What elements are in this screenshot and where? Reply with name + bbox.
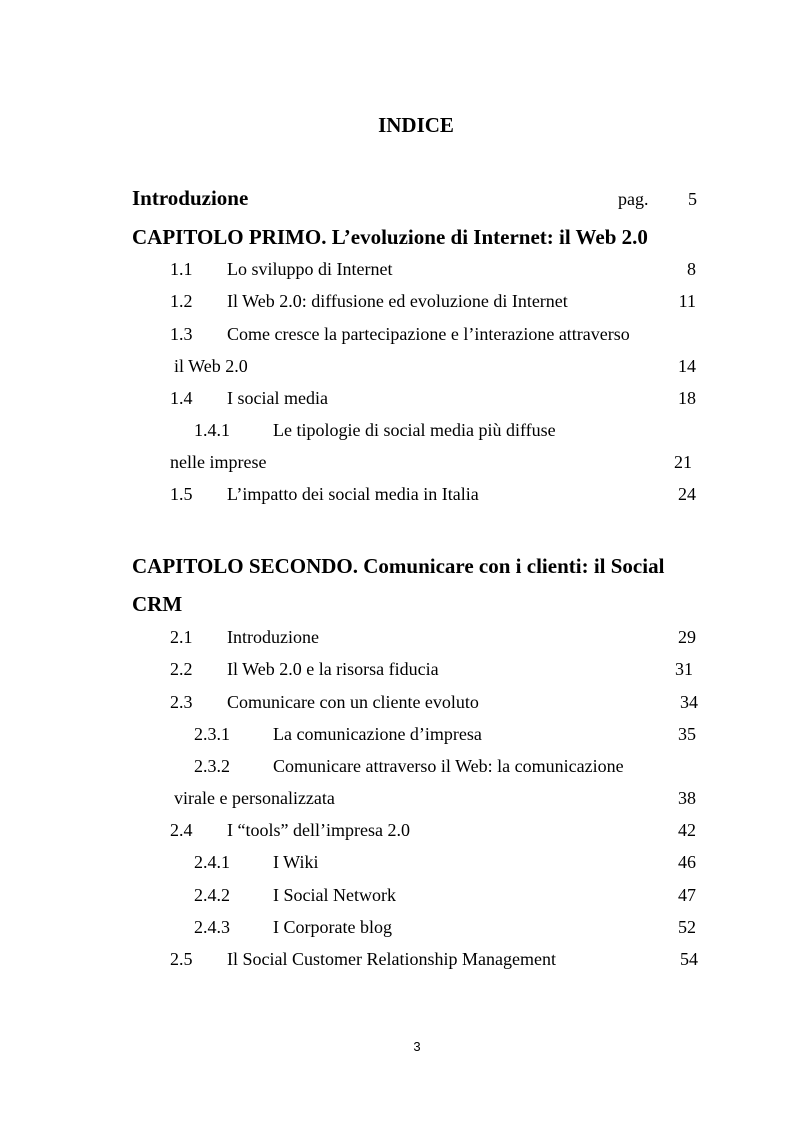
toc-entry-number: 1.2 (170, 291, 193, 311)
toc-entry-page: 14 (678, 356, 696, 376)
toc-entry-2-4-1 (0, 852, 794, 876)
toc-entry-text: L’impatto dei social media in Italia (227, 484, 479, 504)
pag-label: pag. (618, 189, 649, 209)
toc-entry-page: 34 (680, 692, 698, 712)
toc-entry-number: 2.4.2 (194, 885, 230, 905)
toc-entry-text: I Social Network (273, 885, 396, 905)
toc-entry-page: 54 (680, 949, 698, 969)
toc-entry-number: 1.4 (170, 388, 193, 408)
toc-entry-1-2 (0, 291, 794, 315)
intro-label: Introduzione (132, 186, 249, 210)
toc-entry-page: 18 (678, 388, 696, 408)
toc-entry-page: 8 (687, 259, 696, 279)
toc-entry-continuation: virale e personalizzata (174, 788, 335, 808)
toc-entry-2-3-1 (0, 724, 794, 748)
page-number-footer: 3 (413, 1039, 421, 1054)
toc-entry-text: Come cresce la partecipazione e l’interazione attraverso (227, 324, 630, 344)
toc-entry-number: 1.1 (170, 259, 193, 279)
toc-entry-page: 35 (678, 724, 696, 744)
toc-entry-text: Comunicare con un cliente evoluto (227, 692, 479, 712)
toc-entry-text: Il Web 2.0: diffusione ed evoluzione di Internet (227, 291, 568, 311)
toc-entry-number: 2.2 (170, 659, 193, 679)
toc-entry-1-4-1-cont (0, 452, 794, 476)
intro-page-number: 5 (688, 189, 697, 209)
toc-entry-text: I “tools” dell’impresa 2.0 (227, 820, 410, 840)
toc-entry-1-1 (0, 259, 794, 283)
toc-entry-text: La comunicazione d’impresa (273, 724, 482, 744)
toc-entry-number: 2.3.1 (194, 724, 230, 744)
toc-entry-2-5 (0, 949, 794, 973)
toc-entry-page: 42 (678, 820, 696, 840)
toc-entry-number: 1.5 (170, 484, 193, 504)
toc-entry-number: 1.4.1 (194, 420, 230, 440)
toc-entry-1-3-cont (0, 356, 794, 380)
toc-entry-text: Il Social Customer Relationship Management (227, 949, 556, 969)
toc-entry-2-1 (0, 627, 794, 651)
page-title: INDICE (378, 113, 454, 137)
toc-entry-number: 2.5 (170, 949, 193, 969)
toc-entry-text: I Wiki (273, 852, 319, 872)
toc-entry-2-2 (0, 659, 794, 683)
toc-entry-1-3 (0, 324, 794, 348)
toc-entry-2-4 (0, 820, 794, 844)
toc-entry-page: 46 (678, 852, 696, 872)
toc-entry-page: 31 (675, 659, 693, 679)
toc-entry-2-4-2 (0, 885, 794, 909)
toc-entry-continuation: il Web 2.0 (174, 356, 248, 376)
toc-entry-text: I social media (227, 388, 328, 408)
toc-entry-page: 24 (678, 484, 696, 504)
toc-entry-text: Le tipologie di social media più diffuse (273, 420, 556, 440)
toc-entry-page: 29 (678, 627, 696, 647)
chapter-2-title-cont: CRM (132, 592, 183, 616)
toc-entry-1-4-1 (0, 420, 794, 444)
toc-entry-page: 47 (678, 885, 696, 905)
toc-entry-number: 2.4 (170, 820, 193, 840)
toc-entry-text: I Corporate blog (273, 917, 392, 937)
toc-entry-page: 38 (678, 788, 696, 808)
toc-entry-text: Lo sviluppo di Internet (227, 259, 393, 279)
toc-entry-number: 2.4.1 (194, 852, 230, 872)
toc-entry-continuation: nelle imprese (170, 452, 267, 472)
toc-entry-text: Introduzione (227, 627, 319, 647)
toc-entry-page: 11 (678, 291, 696, 311)
toc-entry-text: Il Web 2.0 e la risorsa fiducia (227, 659, 439, 679)
toc-entry-1-5 (0, 484, 794, 508)
toc-entry-text: Comunicare attraverso il Web: la comunicazione (273, 756, 624, 776)
toc-entry-number: 2.4.3 (194, 917, 230, 937)
toc-entry-2-3-2-cont (0, 788, 794, 812)
toc-entry-1-4 (0, 388, 794, 412)
toc-entry-2-3-2 (0, 756, 794, 780)
toc-entry-page: 52 (678, 917, 696, 937)
toc-entry-number: 1.3 (170, 324, 193, 344)
toc-entry-number: 2.3.2 (194, 756, 230, 776)
toc-entry-number: 2.3 (170, 692, 193, 712)
toc-entry-2-3 (0, 692, 794, 716)
chapter-2-title: CAPITOLO SECONDO. Comunicare con i clienti: il Social (132, 554, 665, 578)
toc-entry-number: 2.1 (170, 627, 193, 647)
toc-entry-2-4-3 (0, 917, 794, 941)
chapter-1-title: CAPITOLO PRIMO. L’evoluzione di Internet: il Web 2.0 (132, 225, 648, 249)
toc-entry-page: 21 (674, 452, 692, 472)
